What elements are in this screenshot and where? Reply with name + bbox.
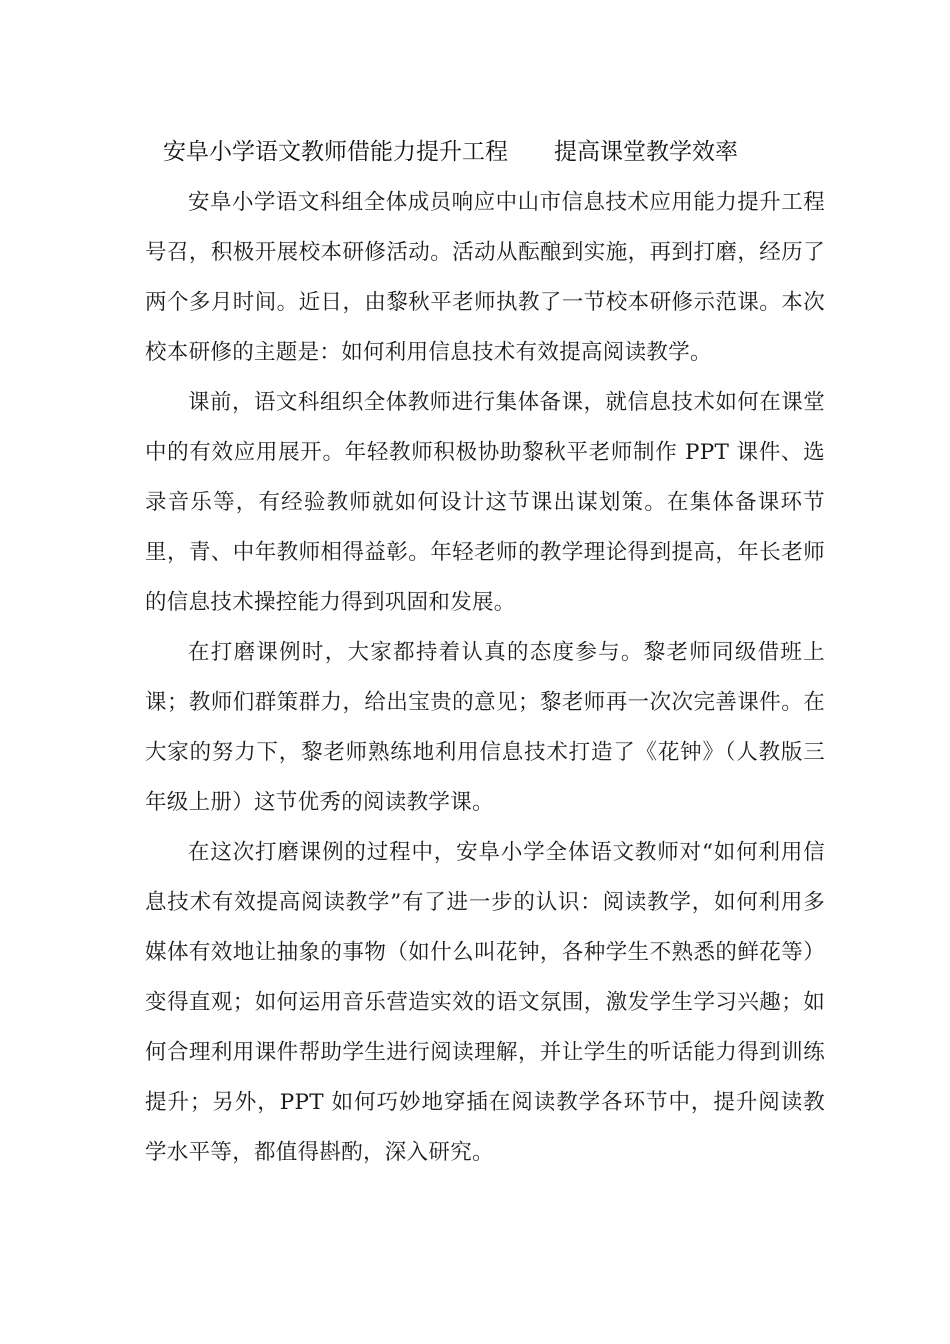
- paragraph-1: 安阜小学语文科组全体成员响应中山市信息技术应用能力提升工程号召，积极开展校本研修活动。活动从酝酿到实施，再到打磨，经历了两个多月时间。近日，由黎秋平老师执教了一节校本研修示范课。本次校本研修的主题是：如何利用信息技术有效提高阅读教学。: [145, 190, 825, 365]
- document-title: 安阜小学语文教师借能力提升工程 提高课堂教学效率: [163, 139, 738, 165]
- paragraph-2: 课前，语文科组织全体教师进行集体备课，就信息技术如何在课堂中的有效应用展开。年轻教师积极协助黎秋平老师制作 PPT 课件、选录音乐等，有经验教师就如何设计这节课出谋划策。在集体备课环节里，青、中年教师相得益彰。年轻老师的教学理论得到提高，年长老师的信息技术操控能力得到巩固和发展。: [145, 390, 825, 615]
- paragraph-3: 在打磨课例时，大家都持着认真的态度参与。黎老师同级借班上课；教师们群策群力，给出宝贵的意见；黎老师再一次次完善课件。在大家的努力下，黎老师熟练地利用信息技术打造了《花钟》（人教版三年级上册）这节优秀的阅读教学课。: [145, 640, 825, 815]
- document-body: [145, 178, 825, 1178]
- paragraph-4: 在这次打磨课例的过程中，安阜小学全体语文教师对“如何利用信息技术有效提高阅读教学”有了进一步的认识：阅读教学，如何利用多媒体有效地让抽象的事物（如什么叫花钟，各种学生不熟悉的鲜花等）变得直观；如何运用音乐营造实效的语文氛围，激发学生学习兴趣；如何合理利用课件帮助学生进行阅读理解，并让学生的听话能力得到训练提升；另外，PPT 如何巧妙地穿插在阅读教学各环节中，提升阅读教学水平等，都值得斟酌，深入研究。: [145, 840, 825, 1165]
